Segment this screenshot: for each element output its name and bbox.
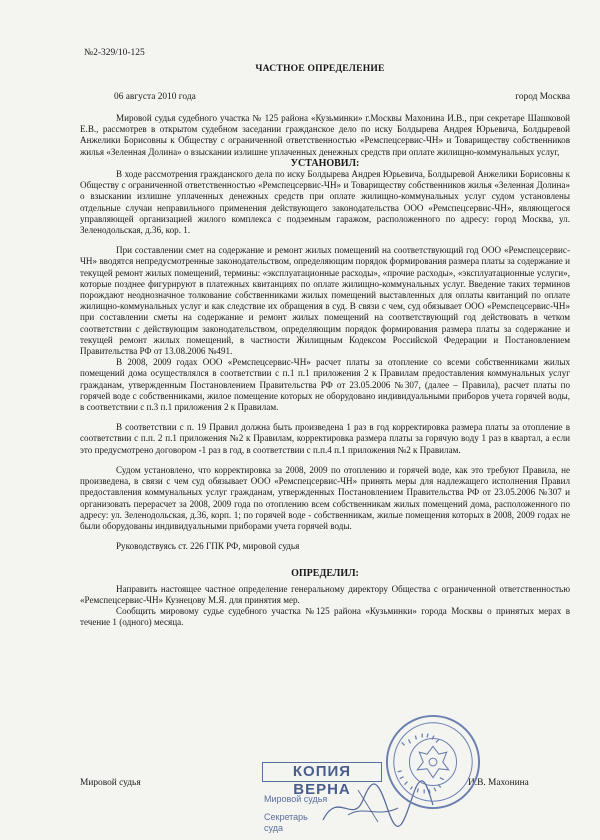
document-body [80,113,570,628]
established-paragraph-4: В соответствии с п. 19 Правил должна быть произведена 1 раз в год корректировка размера платы за отопление в соответствии с п.п. 2 п.1 приложения №2 к Правилам, корректировка размера платы за горячую воду 1 раз в квартал, а если это предусмотрено договором -1 раз в год, в соответствии с п.п.4 п.1 приложения №2 к Правилам. [80,422,570,455]
decided-paragraph-1: Направить настоящее частное определение генеральному директору Общества с ограниченной ответственностью «Ремспецсервис-ЧН» Кузнецову М.Я. для принятия мер. [80,583,570,605]
established-heading: УСТАНОВИЛ: [290,157,360,169]
court-seal-icon [384,713,482,811]
stamp-title: КОПИЯ ВЕРНА [262,762,382,782]
intro-paragraph: Мировой судья судебного участка № 125 района «Кузьминки» г.Москвы Махонина И.В., при секретаре Шашковой Е.В., рассмотрев в открытом судебном заседании гражданское дело по иску Болдырева Андрея Юрьевича, Болдыревой Анжелики Борисовны к Обществу с ограниченной ответственностью «Ремспецсервис-ЧН» и Товариществу собственников жилья «Зеленная Долина» о взыскании излишне уплаченных денежных средств при оплате жилищно-коммунальных услуг, [80,113,570,157]
judge-title: Мировой судья [80,778,141,788]
established-paragraph-1: В ходе рассмотрения гражданского дела по иску Болдырева Андрея Юрьевича, Болдыревой Анжелики Борисовны к Обществу с ограниченной ответственностью «Ремспецсервис-ЧН» и Товариществу собственников жилья «Зеленная Долина» о взыскании излишне уплаченных денежных средств при оплате жилищно-коммунальных услуг судом установлены отдельные случаи неправильного применения действующего законодательства ООО «Ремспецсервис-ЧН», являющегося управляющей организацией жилого комплекса с подземным гаражом, расположенного по адресу: город Москва, ул. Зеленодольская, д.36, кор. 1. [80,169,570,236]
document-title: ЧАСТНОЕ ОПРЕДЕЛЕНИЕ [255,63,385,74]
document-date: 06 августа 2010 года [114,92,196,102]
stamp-line-court: суда [264,823,283,833]
stamp-line-judge: Мировой судья [264,794,328,804]
established-paragraph-5: Судом установлено, что корректировка за 2008, 2009 по отоплению и горячей воде, как это требуют Правила, не произведена, в связи с чем суд обязывает ООО «Ремспецсервис-ЧН» принять меры для надлежащего исполнения Правил предоставления коммунальных услуг гражданам, утвержденных Постановлением Правительства РФ от 23.05.2006 №307 и организовать перерасчет за 2008, 2009 года по отоплению всем собственникам жилых помещений дома, расположенного по адресу: ул. Зеленодольская, д.36, корп. 1; по горячей воде - собственникам, жилые помещения которых в 2008, 2009 годах не были оборудованы индивидуальными приборами учета горячей воды. [80,464,570,531]
stamp-line-secretary: Секретарь [264,812,308,822]
established-paragraph-3: В 2008, 2009 годах ООО «Ремспецсервис-ЧН» расчет платы за отопление со всеми собственниками жилых помещений дома осуществлялся в соответствии с п.1 п.1 приложения 2 к Правилам предоставления коммунальных услуг гражданам, утвержденным Постановлением Правительства РФ от 23.05.2006 №307, (далее – Правила), расчет платы по горячей воде с собственниками, жилое помещение которых не оборудовано индивидуальными приборов учета горячей воды, в соответствии с п.3 п.1 приложения 2 к Правилам. [80,357,570,413]
established-paragraph-6: Руководствуясь ст. 226 ГПК РФ, мировой судья [116,541,300,552]
case-number: №2-329/10-125 [84,48,145,58]
established-paragraph-2: При составлении смет на содержание и ремонт жилых помещений на соответствующий год ООО «Ремспецсервис-ЧН» вводятся непредусмотренные законодательством, определяющим порядок формирования размера платы за содержание и текущей ремонт жилых помещений, термины: «эксплуатационные расходы», «прочие расходы», «эксплуатационные услуги», которые позднее фигурируют в платежных квитанциях по оплате жилищно-коммунальных услуг. Введение таких терминов порождают неоднозначное толкование собственниками жилых помещений выставленных для оплаты квитанций по оплате жилищно-коммунальных услуг и как следствие их обращения в суд. В связи с чем, суд обязывает ООО «Ремспецсервис-ЧН» при составлении сметы на содержание и ремонт жилых помещений на соответствующий год действовать в четком соответствии с действующим законодательством, определяющим порядок формирования размера платы за содержание и текущей ремонт жилых помещений, в частности Жилищным Кодексом Российской Федерации и Постановлением Правительства РФ от 13.08.2006 №491. [80,245,570,357]
judge-name: И.В. Махонина [468,778,529,788]
document-city: город Москва [515,92,570,102]
decided-heading: ОПРЕДЕЛИЛ: [291,568,359,580]
decided-paragraph-2: Сообщить мировому судье судебного участка №125 района «Кузьминки» города Москвы о принятых мерах в течение 1 (одного) месяца. [80,605,570,628]
